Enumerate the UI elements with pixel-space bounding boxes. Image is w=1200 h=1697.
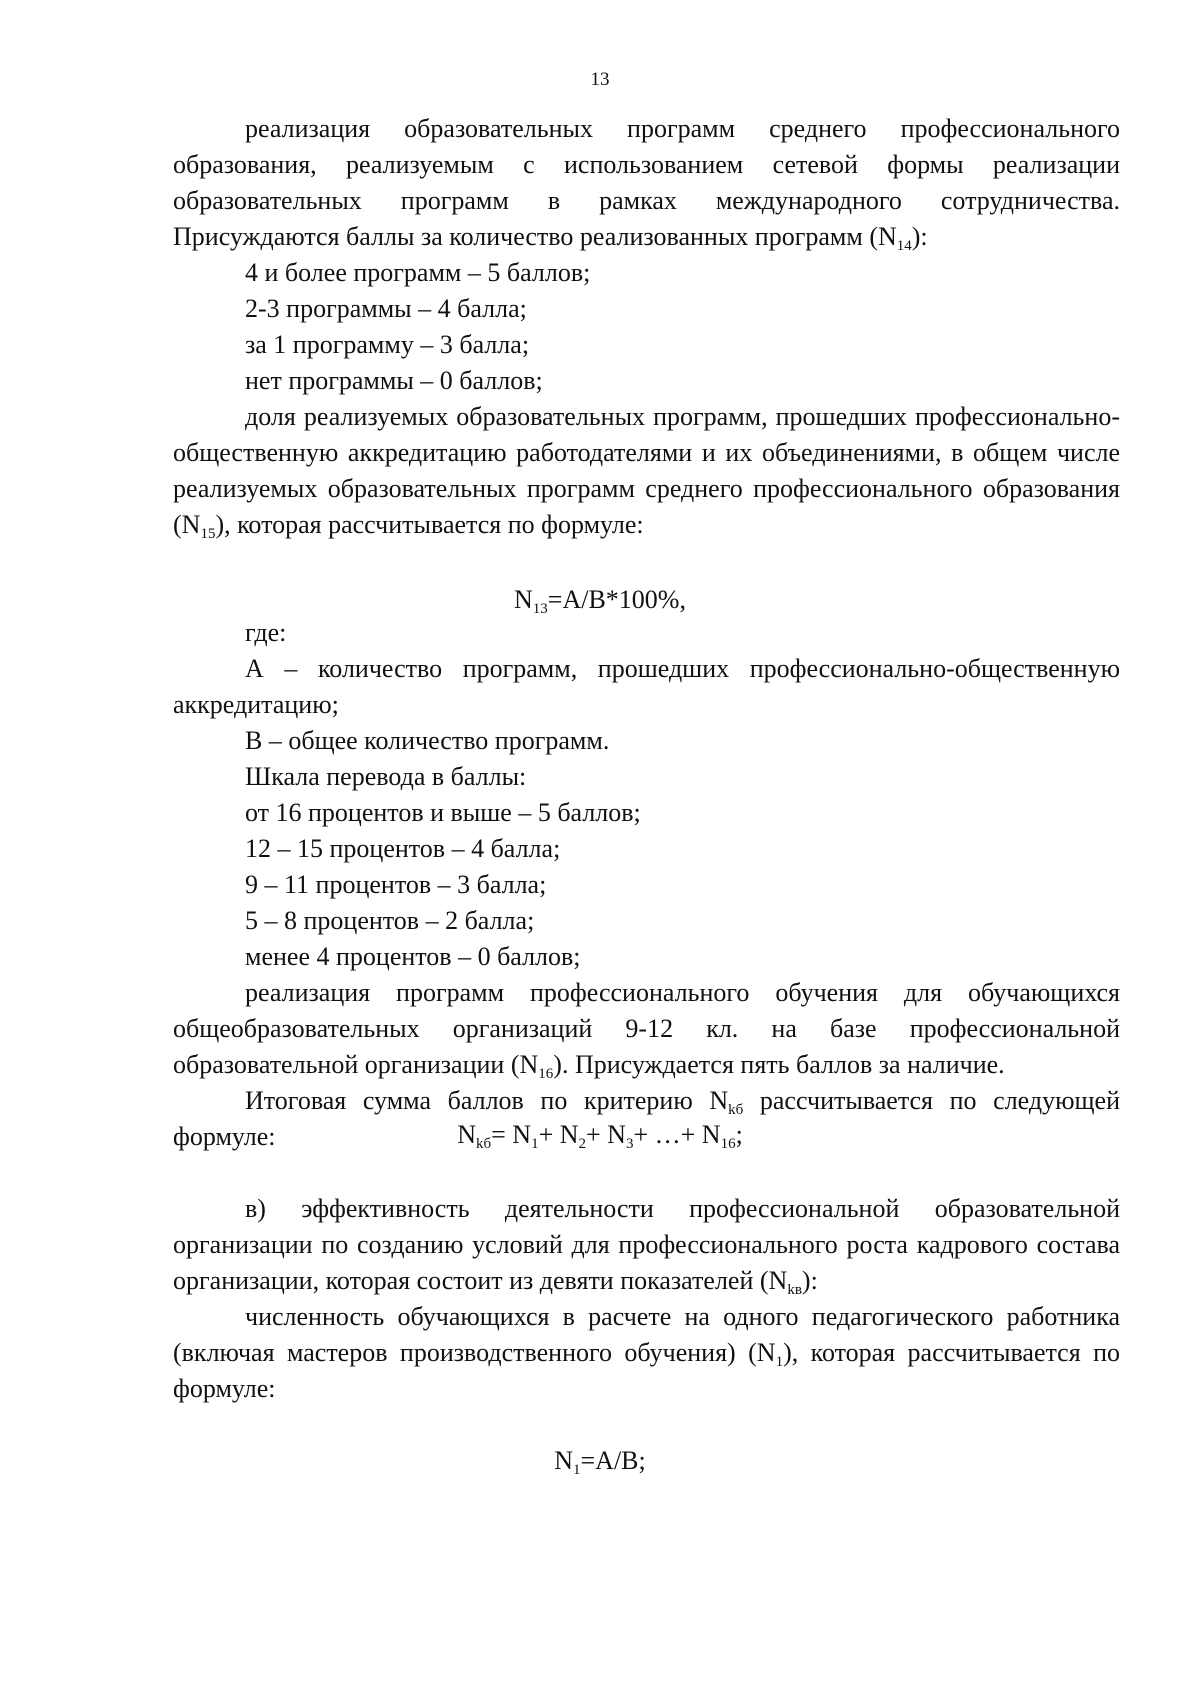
paragraph-text: реализация образовательных программ среднего профессионального образования, реализуемым с использованием сетевой формы реализации образовательных программ в рамках международного сотрудничества. Присуждаются баллы за количество реализованных программ (N <box>173 114 1120 251</box>
paragraph-tail: ): <box>911 222 928 251</box>
list-item: нет программы – 0 баллов; <box>245 366 543 395</box>
text-block-definitions <box>173 615 1120 1155</box>
paragraph-vocational-training <box>173 975 1120 1083</box>
subscript: 1 <box>573 1462 581 1478</box>
subscript: 15 <box>200 526 216 542</box>
paragraph-tail: ). Присуждается пять баллов за наличие. <box>553 1050 1005 1079</box>
formula-symbol: N <box>554 1446 574 1475</box>
subscript: 3 <box>625 1136 634 1152</box>
formula-expression: =A/B*100%, <box>547 585 686 614</box>
page-number: 13 <box>590 69 610 90</box>
list-item: менее 4 процентов – 0 баллов; <box>245 942 581 971</box>
text-block-staff-growth <box>173 1191 1120 1407</box>
definition-a: А – количество программ, прошедших профессионально-общественную аккредитацию; <box>173 654 1120 719</box>
paragraph-text: численность обучающихся в расчете на одного педагогического работника (включая мастеров производственного обучения) (N <box>173 1302 1120 1367</box>
paragraph-text: реализация программ профессионального обучения для обучающихся общеобразовательных организаций 9-12 кл. на базе профессиональной образовательной организации (N <box>173 978 1120 1079</box>
subscript: 13 <box>532 601 548 617</box>
formula-n13 <box>0 582 1200 618</box>
list-item: 5 – 8 процентов – 2 балла; <box>245 906 535 935</box>
paragraph-text: Итоговая сумма баллов по критерию N <box>245 1086 729 1115</box>
list-item: 9 – 11 процентов – 3 балла; <box>245 870 547 899</box>
formula-symbol: N <box>514 585 533 614</box>
paragraph-international-programs <box>173 111 1120 255</box>
formula-part: = N <box>491 1120 532 1149</box>
subscript: 2 <box>578 1136 587 1152</box>
paragraph-text: в) эффективность деятельности профессиональной образовательной организации по созданию условий для профессионального роста кадрового состава организации, которая состоит из девяти показателей (N <box>173 1194 1120 1295</box>
list-item: за 1 программу – 3 балла; <box>245 330 530 359</box>
subscript: kб <box>728 1102 744 1118</box>
text-block-intro <box>173 111 1120 543</box>
list-item: 4 и более программ – 5 баллов; <box>245 258 591 287</box>
paragraph-tail: ): <box>801 1266 818 1295</box>
paragraph-tail: ), которая рассчитывается по формуле: <box>173 1338 1120 1403</box>
subscript: 14 <box>896 238 912 254</box>
formula-n1 <box>0 1443 1200 1479</box>
list-item: 12 – 15 процентов – 4 балла; <box>245 834 561 863</box>
paragraph-tail: рассчитывается по следующей формуле: <box>173 1086 1120 1151</box>
paragraph-text: доля реализуемых образовательных программ, прошедших профессионально-общественную аккредитацию работодателями и их объединениями, в общем числе реализуемых образовательных программ среднего профессионального образования (N <box>173 402 1120 539</box>
formula-part: + N <box>538 1120 579 1149</box>
formula-part: + N <box>586 1120 626 1149</box>
formula-part: N <box>457 1120 476 1149</box>
paragraph-students-per-teacher <box>173 1299 1120 1407</box>
subscript: 1 <box>531 1136 539 1152</box>
subscript: 1 <box>775 1354 784 1370</box>
where-label: где: <box>245 618 287 647</box>
formula-part: ; <box>735 1120 743 1149</box>
subscript: 16 <box>720 1136 736 1152</box>
subscript: kб <box>475 1136 492 1152</box>
paragraph-tail: ), которая рассчитывается по формуле: <box>215 510 644 539</box>
subscript: kв <box>787 1282 802 1298</box>
scale-title: Шкала перевода в баллы: <box>245 762 527 791</box>
list-item: от 16 процентов и выше – 5 баллов; <box>245 798 641 827</box>
definition-b: В – общее количество программ. <box>245 726 610 755</box>
list-item: 2-3 программы – 4 балла; <box>245 294 527 323</box>
formula-expression: =A/B; <box>580 1446 646 1475</box>
subscript: 16 <box>538 1066 554 1082</box>
formula-part: + …+ N <box>633 1120 721 1149</box>
paragraph-section-v <box>173 1191 1120 1299</box>
paragraph-accreditation-share <box>173 399 1120 543</box>
formula-nkb <box>0 1117 1200 1153</box>
